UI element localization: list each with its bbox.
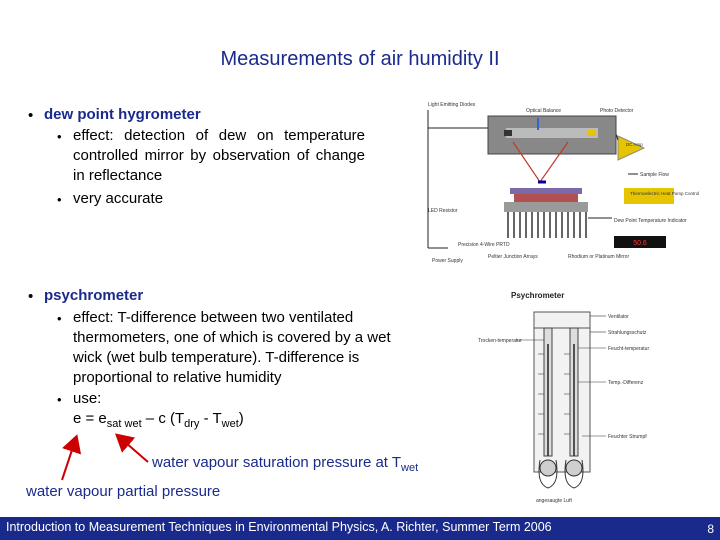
arrow-saturation <box>118 436 148 462</box>
sub-bullet-marker: • <box>57 192 62 207</box>
psychrometer-label: Strahlungsschutz <box>608 330 647 336</box>
slide-title: Measurements of air humidity II <box>220 48 500 70</box>
psychrometer-effect-text: effect: T-difference between two ventilated thermometers, one of which is covered by a wet wick (wet bulb temperature). T-difference is proportional to relative humidity <box>73 309 391 386</box>
bullet-marker: • <box>28 288 34 305</box>
partial-pressure-note: water vapour partial pressure <box>26 483 221 500</box>
sub-bullet-marker: • <box>57 129 62 144</box>
diagram-label: Peltier Junction Arrays <box>488 254 538 260</box>
psychrometer-use-text: use: <box>73 390 102 407</box>
sub-bullet-marker: • <box>57 392 62 407</box>
diagram-label: Optical Balance <box>526 108 562 114</box>
diagram-label: Sample Flow <box>640 172 669 178</box>
diagram-label: Light Emitting Diodes <box>428 102 476 108</box>
psychrometer-label: Feuchter Strumpf <box>608 434 647 440</box>
saturation-note: water vapour saturation pressure at $T_{wet}$ <box>152 454 419 474</box>
footer-text: Introduction to Measurement Techniques in Environmental Physics, A. Richter, Summer Term 2006 <box>6 520 552 534</box>
dew-point-display: 50.6 <box>633 240 647 247</box>
bullet-marker: • <box>28 107 34 124</box>
diagram-label: Dew Point Temperature Indicator <box>614 218 687 224</box>
psychrometer-label: Trocken-temperatur <box>478 338 522 344</box>
diagram-label: Photo Detector <box>600 108 634 114</box>
heading-dew-point: dew point hygrometer <box>44 106 201 123</box>
dew-point-hygrometer-diagram <box>418 98 700 272</box>
page-number: 8 <box>707 522 714 536</box>
dew-effect-text: effect: detection of dew on temperature controlled mirror by observation of change in reflectance <box>73 127 365 184</box>
diagram-label: Power Supply <box>432 258 463 264</box>
heading-psychrometer: psychrometer <box>44 287 144 304</box>
diagram-label: LED Resistor <box>428 208 458 214</box>
sub-bullet-marker: • <box>57 311 62 326</box>
footer-bar <box>0 517 720 540</box>
psychrometer-label: angesaugte Luft <box>536 498 572 504</box>
psychrometer-title: Psychrometer <box>511 291 565 300</box>
diagram-label: Precision 4-Wire PRTD <box>458 242 510 248</box>
arrow-partial <box>62 438 76 480</box>
diagram-label: DC Amp <box>626 142 643 147</box>
psychrometer-diagram <box>476 284 676 510</box>
diagram-label: Rhodium or Platinum Mirror <box>568 254 630 260</box>
psychrometer-label: Feucht-temperatur <box>608 346 650 352</box>
dew-accuracy-text: very accurate <box>73 190 164 207</box>
psychrometer-formula: $e = e_{sat wet} - c$ $(T_{dry} - T_{wet})$ <box>73 410 244 430</box>
psychrometer-label: Ventilator <box>608 314 629 320</box>
psychrometer-label: Temp.-Differenz <box>608 380 644 386</box>
diagram-label: Thermoelectric Heat Pump Control <box>630 191 700 196</box>
